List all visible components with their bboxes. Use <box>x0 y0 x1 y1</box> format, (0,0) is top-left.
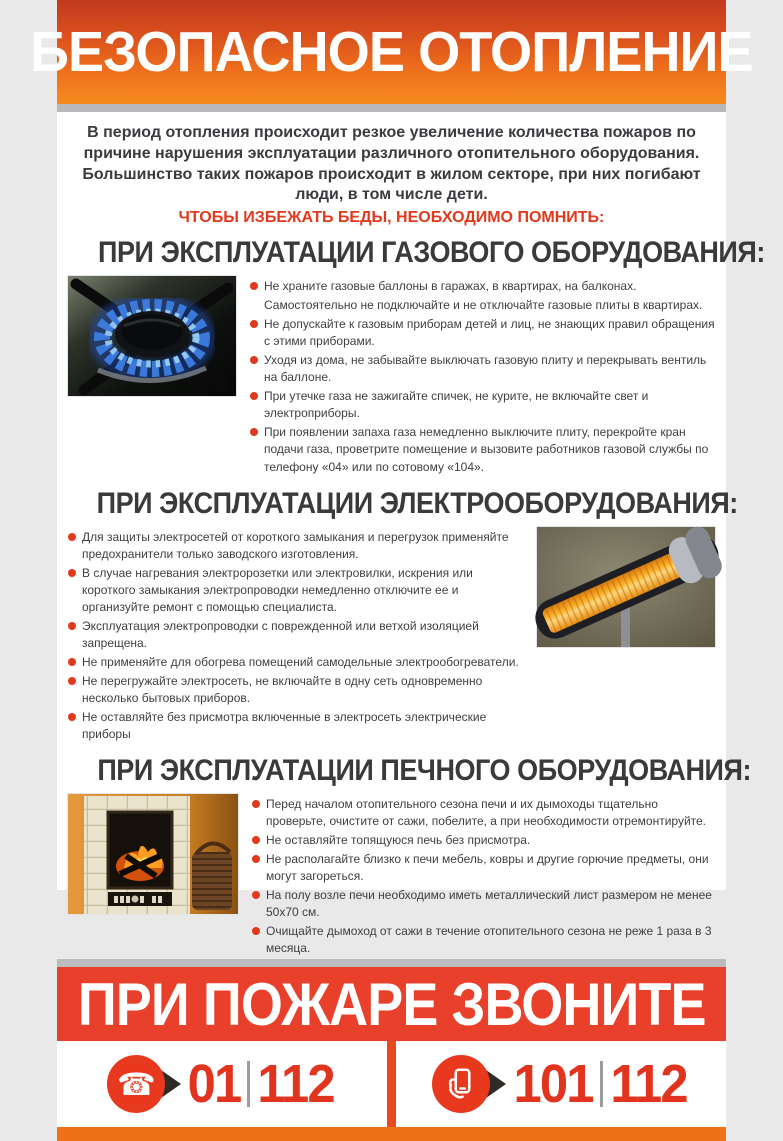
list-item <box>251 887 716 921</box>
bullet-text: Самостоятельно не подключайте и не отключайте газовые плиты в квартирах. <box>264 298 703 313</box>
bullet-list <box>249 275 716 477</box>
bullet-dot-icon <box>250 282 258 290</box>
bullet-dot-icon <box>68 622 76 630</box>
intro-paragraph: В период отопления происходит резкое увеличение количества пожаров по причине нарушения эксплуатации различного отопительного оборудования. Большинство таких пожаров происходит в жилом секторе, при них погибают люди, в том числе дети. <box>82 124 701 204</box>
number-divider <box>600 1061 603 1107</box>
bullet-dot-icon <box>250 356 258 364</box>
bullet-text: Не располагайте близко к печи мебель, ковры и другие горючие предметы, они могут загореться. <box>266 852 709 884</box>
phone-number: 01 <box>188 1054 241 1115</box>
bottom-strip <box>57 1127 726 1141</box>
bullet-text: Уходя из дома, не забывайте выключать газовую плиту и перекрывать вентиль на баллоне. <box>264 353 707 385</box>
bullet-dot-icon <box>68 677 76 685</box>
list-item <box>249 352 716 386</box>
emergency-banner-text: ПРИ ПОЖАРЕ ЗВОНИТЕ <box>77 970 706 1038</box>
bullet-list <box>67 526 524 745</box>
poster-title: БЕЗОПАСНОЕ ОТОПЛЕНИЕ <box>30 20 753 84</box>
phone-number: 101 <box>513 1054 593 1115</box>
warning-line: ЧТОБЫ ИЗБЕЖАТЬ БЕДЫ, НЕОБХОДИМО ПОМНИТЬ: <box>178 209 605 227</box>
list-item <box>251 832 716 849</box>
section-heading <box>61 236 765 270</box>
bullet-dot-icon <box>68 569 76 577</box>
section-gas <box>57 236 765 477</box>
bullet-text: В случае нагревания электророзетки или электровилки, искрения или короткого замыкания электропроводки немедленно отключите ее и организуйте ремонт с помощью специалиста. <box>82 565 473 614</box>
bullet-text: Не оставляйте топящуюся печь без присмотра. <box>266 832 531 847</box>
phone-number: 112 <box>257 1054 335 1115</box>
header-divider <box>57 104 726 112</box>
bullet-dot-icon <box>68 533 76 541</box>
bullet-dot-icon <box>250 428 258 436</box>
tiled-stove-photo <box>67 793 239 915</box>
section-heading <box>61 753 751 788</box>
bullet-dot-icon <box>250 320 258 328</box>
list-item <box>249 388 716 422</box>
electric-heater-image <box>537 527 715 647</box>
phone-number: 112 <box>610 1054 688 1115</box>
section-electric <box>57 486 738 745</box>
bullet-text: Не допускайте к газовым приборам детей и лиц, не знающих правил обращения с этими приборами. <box>264 317 715 349</box>
list-item <box>249 297 716 314</box>
footer-divider <box>57 959 726 967</box>
section-stove <box>57 753 751 959</box>
section-content <box>57 275 726 477</box>
bullet-text: Не применяйте для обогрева помещений самодельные электрообогреватели. <box>82 654 519 669</box>
emergency-banner <box>57 967 726 1041</box>
electric-heater-photo <box>536 526 716 648</box>
bullet-dot-icon <box>252 800 260 808</box>
bullet-text: Перед началом отопительного сезона печи и их дымоходы тщательно проверьте, очистите от сажи, побелите, а при необходимости отремонтируйте. <box>266 796 707 828</box>
gas-burner-image <box>68 276 236 396</box>
bullet-text: Очищайте дымоход от сажи в течение отопительного сезона не реже 1 раза в 3 месяца. <box>266 924 712 956</box>
list-item <box>251 923 716 957</box>
tiled-stove-image <box>68 794 238 914</box>
mobile-phone-icon <box>443 1066 479 1102</box>
list-item <box>251 851 716 885</box>
section-heading <box>61 486 738 521</box>
bullet-text: Не храните газовые баллоны в гаражах, в квартирах, на балконах. <box>264 279 637 294</box>
phone-groups-divider <box>387 1041 396 1127</box>
section-content <box>57 526 726 745</box>
number-divider <box>247 1061 250 1107</box>
bullet-dot-icon <box>68 658 76 666</box>
section-heading-text: ПРИ ЭКСПЛУАТАЦИИ ЭЛЕКТРООБОРУДОВАНИЯ: <box>96 486 738 520</box>
bullet-text: На полу возле печи необходимо иметь металлический лист размером не менее 50х70 см. <box>266 888 712 920</box>
bullet-dot-icon <box>68 713 76 721</box>
bullet-dot-icon <box>252 855 260 863</box>
list-item <box>67 529 524 563</box>
sections <box>57 227 765 959</box>
list-item <box>251 796 716 830</box>
list-item <box>249 278 716 295</box>
bullet-list <box>251 793 716 959</box>
list-item <box>67 654 524 671</box>
phone-group <box>396 1041 726 1127</box>
poster-header <box>30 0 753 104</box>
bullet-text: При появлении запаха газа немедленно выключите плиту, перекройте кран подачи газа, проветрите помещение и вызовите работников газовой службы по телефону «04» или по сотовому «104». <box>264 425 709 474</box>
list-item <box>67 618 524 652</box>
list-item <box>67 709 524 743</box>
list-item <box>249 316 716 350</box>
phone-group <box>57 1041 387 1127</box>
phone-numbers-row <box>57 1041 726 1127</box>
bullet-text: Для защиты электросетей от короткого замыкания и перегрузок применяйте предохранители только заводского изготовления. <box>82 529 509 561</box>
list-item <box>67 673 524 707</box>
section-heading-text: ПРИ ЭКСПЛУАТАЦИИ ПЕЧНОГО ОБОРУДОВАНИЯ: <box>97 753 751 787</box>
bullet-dot-icon <box>252 891 260 899</box>
fire-safety-poster <box>30 0 765 1115</box>
bullet-dot-icon <box>252 836 260 844</box>
bullet-text: Не оставляйте без присмотра включенные в электросеть электрические приборы <box>82 709 487 741</box>
bullet-text: При утечке газа не зажигайте спичек, не курите, не включайте свет и электроприборы. <box>264 389 649 421</box>
bullet-text: Не перегружайте электросеть, не включайте в одну сеть одновременно несколько бытовых приборов. <box>82 673 483 705</box>
section-heading-text: ПРИ ЭКСПЛУАТАЦИИ ГАЗОВОГО ОБОРУДОВАНИЯ: <box>98 236 765 270</box>
bullet-dot-icon <box>250 392 258 400</box>
list-item <box>67 565 524 616</box>
list-item <box>249 424 716 475</box>
gas-burner-photo <box>67 275 237 397</box>
landline-phone-icon: ☎ <box>117 1066 156 1102</box>
section-content <box>57 793 726 959</box>
bullet-dot-icon <box>252 927 260 935</box>
bullet-text: Эксплуатация электропроводки с поврежденной или ветхой изоляцией запрещена. <box>82 618 479 650</box>
